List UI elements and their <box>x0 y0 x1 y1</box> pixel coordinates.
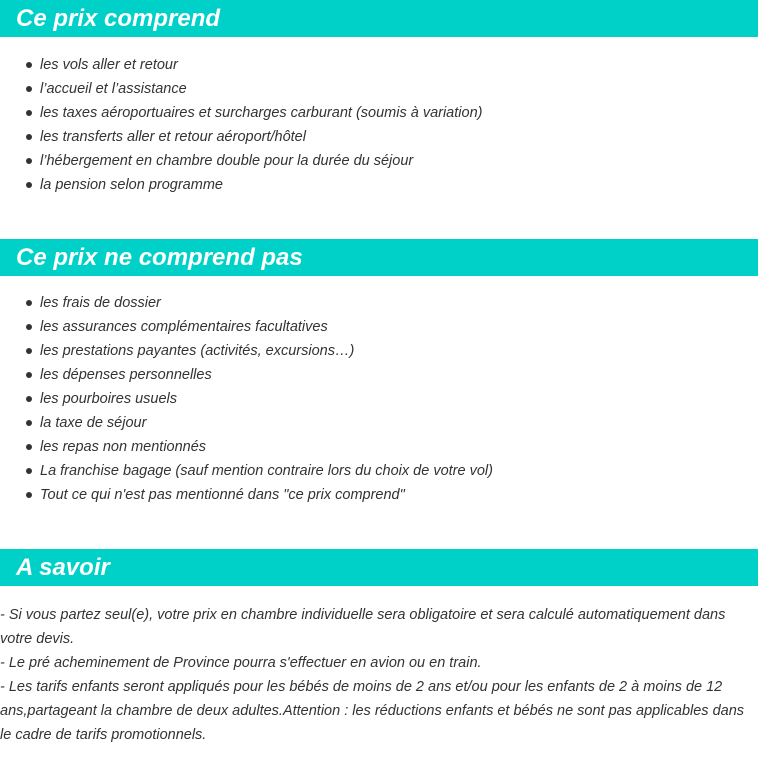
section-title-not-included: Ce prix ne comprend pas <box>0 239 758 276</box>
list-item: les pourboires usuels <box>24 387 758 411</box>
list-item: l’hébergement en chambre double pour la durée du séjour <box>24 149 758 173</box>
list-item: La franchise bagage (sauf mention contraire lors du choix de votre vol) <box>24 459 758 483</box>
included-list <box>0 53 758 197</box>
info-paragraph: - Si vous partez seul(e), votre prix en chambre individuelle sera obligatoire et sera calculé automatiquement dans votre devis. <box>0 607 726 647</box>
list-item: les repas non mentionnés <box>24 435 758 459</box>
list-item: les transferts aller et retour aéroport/hôtel <box>24 125 758 149</box>
list-item: les dépenses personnelles <box>24 363 758 387</box>
section-title-good-to-know: A savoir <box>0 549 758 586</box>
list-item: l’accueil et l’assistance <box>24 77 758 101</box>
list-item: les vols aller et retour <box>24 53 758 77</box>
good-to-know-text <box>0 603 758 747</box>
list-item: les taxes aéroportuaires et surcharges carburant (soumis à variation) <box>24 101 758 125</box>
info-paragraph: - Les tarifs enfants seront appliqués pour les bébés de moins de 2 ans et/ou pour les enfants de 2 à moins de 12 ans,partageant la chambre de deux adultes.Attention : les réductions enfants et bébés ne sont pas applicables dans le cadre de tarifs promotionnels. <box>0 679 745 743</box>
list-item: les assurances complémentaires facultatives <box>24 315 758 339</box>
not-included-list <box>0 291 758 507</box>
section-title-included: Ce prix comprend <box>0 0 758 37</box>
list-item: la pension selon programme <box>24 173 758 197</box>
list-item: la taxe de séjour <box>24 411 758 435</box>
list-item: les prestations payantes (activités, excursions…) <box>24 339 758 363</box>
list-item: les frais de dossier <box>24 291 758 315</box>
list-item: Tout ce qui n'est pas mentionné dans "ce prix comprend" <box>24 483 758 507</box>
info-paragraph: - Le pré acheminement de Province pourra s'effectuer en avion ou en train. <box>0 655 482 671</box>
